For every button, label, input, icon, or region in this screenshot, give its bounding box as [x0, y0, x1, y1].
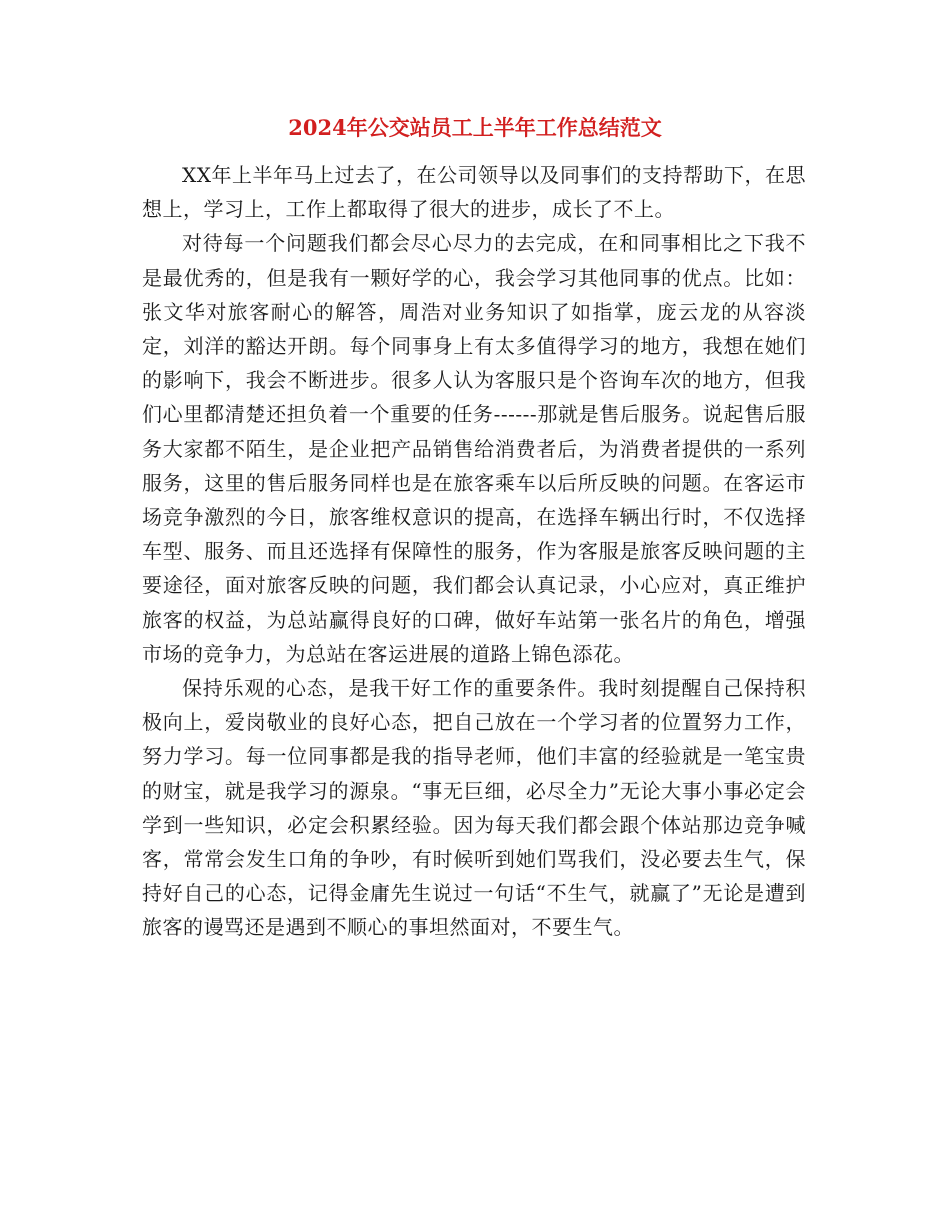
paragraph-1: XX年上半年马上过去了，在公司领导以及同事们的支持帮助下，在思想上，学习上，工作上都取得了很大的进步，成长了不上。	[142, 163, 806, 222]
paragraph-3: 保持乐观的心态，是我干好工作的重要条件。我时刻提醒自己保持积极向上，爱岗敬业的良好心态，把自己放在一个学习者的位置努力工作，努力学习。每一位同事都是我的指导老师，他们丰富的经验就是一笔宝贵的财宝，就是我学习的源泉。“事无巨细，必尽全力”无论大事小事必定会学到一些知识，必定会积累经验。因为每天我们都会跟个体站那边竞争喊客，常常会发生口角的争吵，有时候听到她们骂我们，没必要去生气，保持好自己的心态，记得金庸先生说过一句话“不生气，就赢了”无论是遭到旅客的谩骂还是遇到不顺心的事坦然面对，不要生气。	[142, 676, 806, 940]
document-body	[142, 158, 806, 945]
paragraph-2: 对待每一个问题我们都会尽心尽力的去完成，在和同事相比之下我不是最优秀的，但是我有一颗好学的心，我会学习其他同事的优点。比如：张文华对旅客耐心的解答，周浩对业务知识了如指掌，庞云龙的从容淡定，刘洋的豁达开朗。每个同事身上有太多值得学习的地方，我想在她们的影响下，我会不断进步。很多人认为客服只是个咨询车次的地方，但我们心里都清楚还担负着一个重要的任务------那就是售后服务。说起售后服务大家都不陌生，是企业把产品销售给消费者后，为消费者提供的一系列服务，这里的售后服务同样也是在旅客乘车以后所反映的问题。在客运市场竞争激烈的今日，旅客维权意识的提高，在选择车辆出行时，不仅选择车型、服务、而且还选择有保障性的服务，作为客服是旅客反映问题的主要途径，面对旅客反映的问题，我们都会认真记录，小心应对，真正维护旅客的权益，为总站赢得良好的口碑，做好车站第一张名片的角色，增强市场的竞争力，为总站在客运进展的道路上锦色添花。	[142, 231, 806, 666]
document-title: 2024年公交站员工上半年工作总结范文	[288, 115, 662, 140]
